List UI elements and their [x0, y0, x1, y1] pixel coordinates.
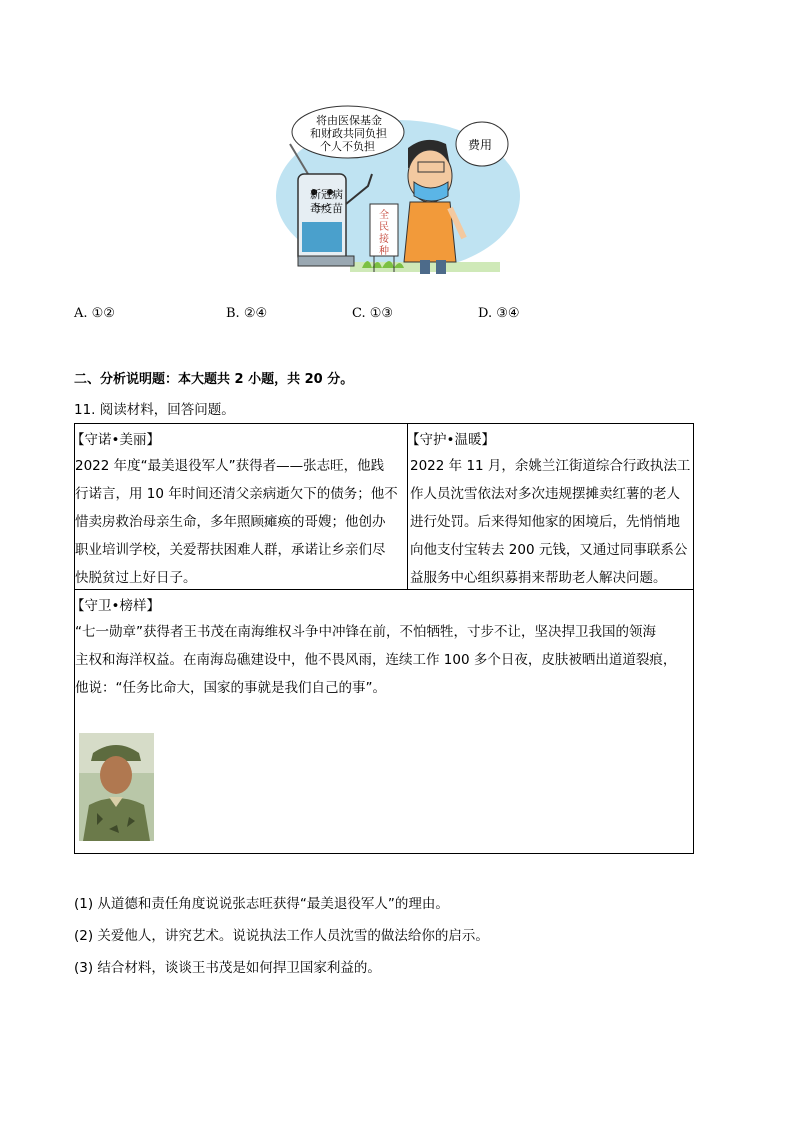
box-line: 快脱贫过上好日子。	[75, 570, 197, 586]
box-heading: 【守卫•榜样】	[71, 598, 160, 614]
material-table	[71, 423, 694, 854]
vaccine-cartoon-image	[270, 104, 526, 276]
material-box-defend	[71, 590, 693, 853]
box-line: 惜卖房救治母亲生命，多年照顾瘫痪的哥嫂；他创办	[75, 514, 386, 530]
box-heading: 【守诺•美丽】	[71, 432, 160, 448]
section-heading: 二、分析说明题：本大题共 2 小题，共 20 分。	[74, 372, 354, 387]
box-line: 益服务中心组织募捐来帮助老人解决问题。	[410, 570, 667, 586]
box-line: 行诺言，用 10 年时间还清父亲病逝欠下的债务；他不	[75, 486, 398, 502]
box-line: 向他支付宝转去 200 元钱，又通过同事联系公	[410, 542, 688, 558]
wang-shumao-photo	[79, 733, 154, 841]
material-box-promise	[71, 424, 408, 590]
option-b: B. ②④	[226, 306, 268, 321]
box-line: 他说：“任务比命大，国家的事就是我们自己的事”。	[75, 680, 386, 696]
svg-text:接: 接	[379, 234, 389, 245]
box-line: 2022 年 11 月，余姚兰江街道综合行政执法工	[410, 458, 691, 474]
svg-text:种: 种	[379, 246, 389, 257]
box-line: 主权和海洋权益。在南海岛礁建设中，他不畏风雨，连续工作 100 多个日夜，皮肤被晒出道道裂痕，	[75, 652, 677, 668]
svg-text:全: 全	[379, 210, 389, 221]
material-box-care	[408, 424, 693, 590]
svg-text:新冠病: 新冠病	[310, 188, 343, 201]
option-c: C. ①③	[352, 306, 394, 321]
box-line: 作人员沈雪依法对多次违规摆摊卖红薯的老人	[410, 486, 680, 502]
box-line: “七一勋章”获得者王书茂在南海维权斗争中冲锋在前，不怕牺牲，寸步不让，坚决捍卫我国的领海	[75, 624, 656, 640]
svg-text:将由医保基金: 将由医保基金	[316, 114, 382, 127]
svg-text:个人不负担: 个人不负担	[320, 140, 375, 153]
sub-question-3: (3) 结合材料，谈谈王书茂是如何捍卫国家利益的。	[74, 960, 381, 976]
box-line: 进行处罚。后来得知他家的困境后，先悄悄地	[410, 514, 680, 530]
svg-text:民: 民	[379, 222, 389, 233]
speech-bubble-right	[456, 122, 508, 166]
svg-text:和财政共同负担: 和财政共同负担	[310, 127, 387, 140]
box-line: 2022 年度“最美退役军人”获得者——张志旺，他践	[75, 458, 385, 474]
box-line: 职业培训学校，关爱帮扶困难人群，承诺让乡亲们尽	[75, 542, 386, 558]
answer-options	[0, 306, 794, 326]
speech-bubble-left	[292, 106, 404, 158]
svg-text:毒疫苗: 毒疫苗	[310, 202, 343, 215]
sub-question-2: (2) 关爱他人，讲究艺术。说说执法工作人员沈雪的做法给你的启示。	[74, 928, 489, 944]
sub-questions	[74, 888, 489, 984]
question-11-title: 11. 阅读材料，回答问题。	[74, 402, 235, 418]
option-a: A. ①②	[74, 306, 115, 321]
svg-text:费用: 费用	[468, 138, 493, 152]
box-heading: 【守护•温暖】	[406, 432, 495, 448]
option-d: D. ③④	[478, 306, 520, 321]
sub-question-1: (1) 从道德和责任角度说说张志旺获得“最美退役军人”的理由。	[74, 896, 449, 912]
